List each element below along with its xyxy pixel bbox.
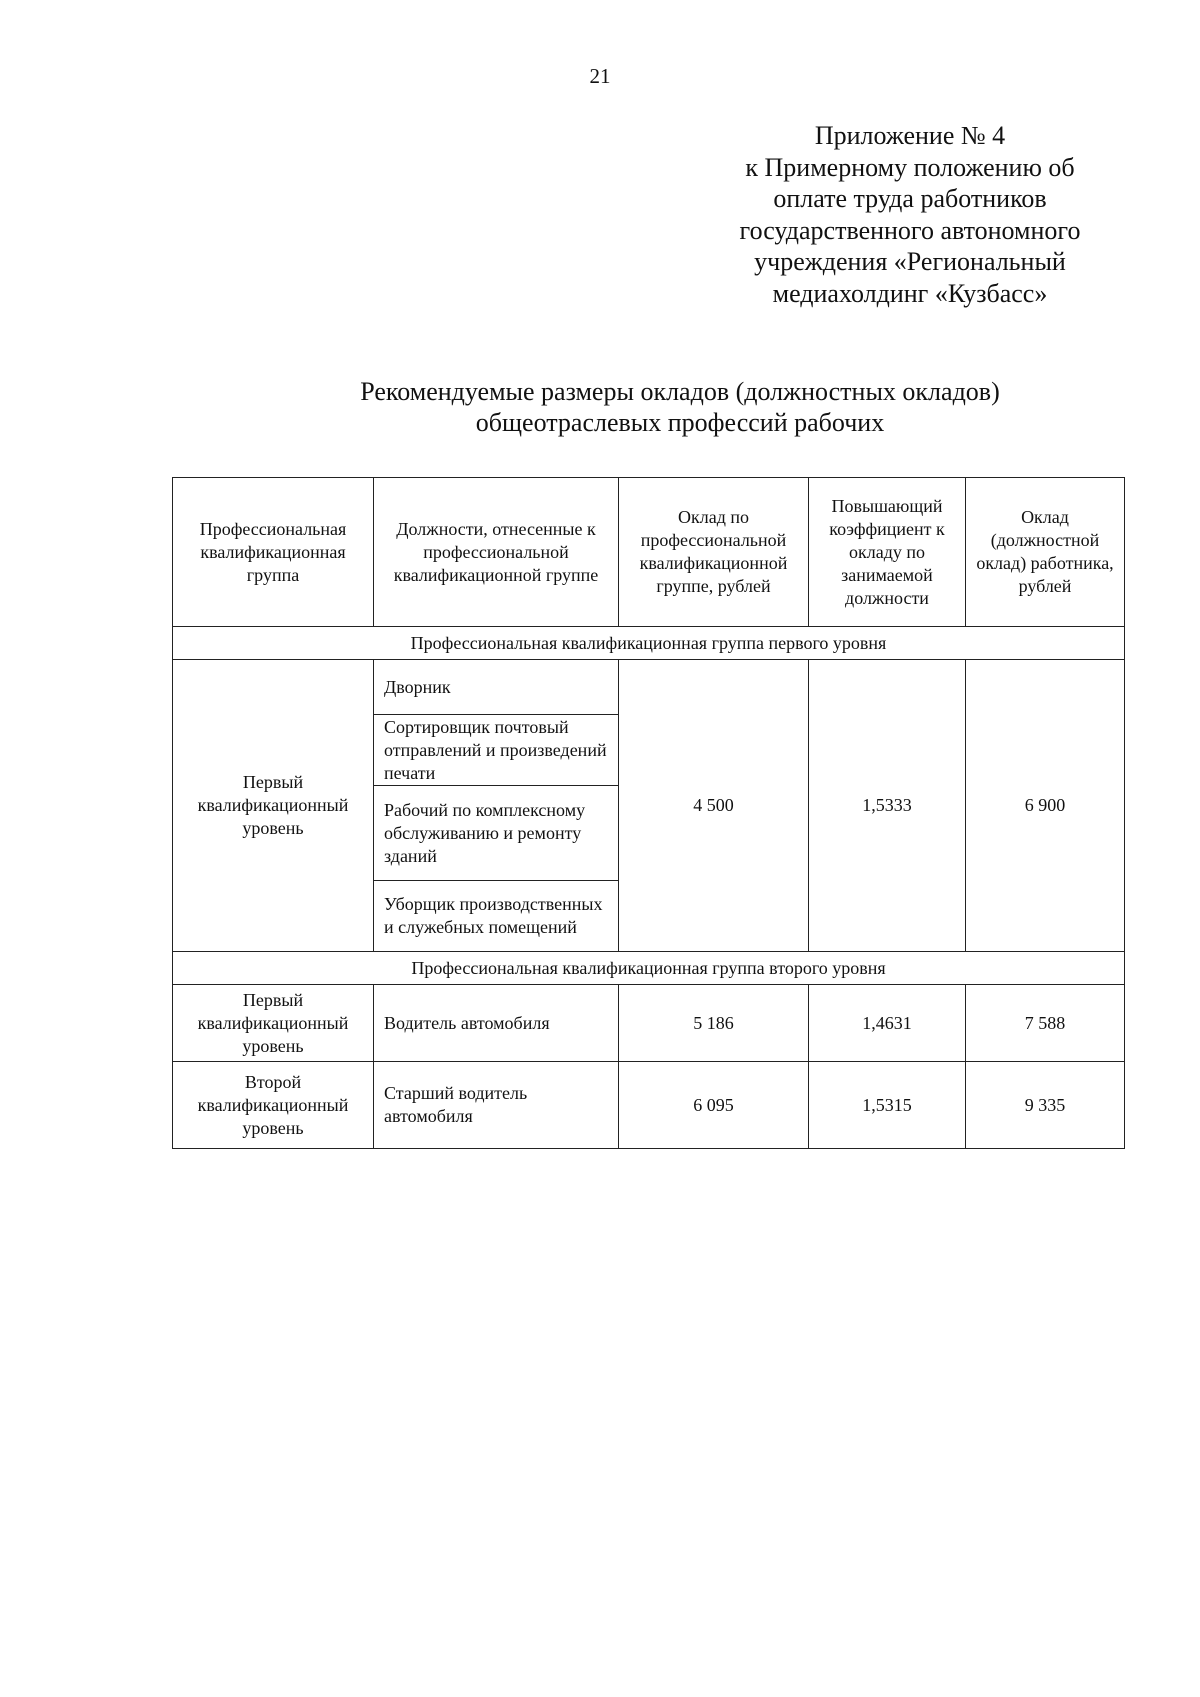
header-cell-salary: Оклад (должностной оклад) работника, рублей <box>966 478 1125 627</box>
document-title-line: общеотраслевых профессий рабочих <box>475 408 885 437</box>
table-row <box>173 660 1125 715</box>
appendix-line: Приложение № 4 <box>814 121 1006 150</box>
group-title: Профессиональная квалификационная группа первого уровня <box>173 627 1125 660</box>
position-cell: Водитель автомобиля <box>374 985 619 1062</box>
appendix-line: государственного автономного <box>739 215 1081 245</box>
document-title-line: Рекомендуемые размеры окладов (должностных окладов) <box>360 377 1000 406</box>
position-cell: Уборщик производственных и служебных помещений <box>374 881 619 952</box>
coefficient-cell: 1,5333 <box>809 660 966 952</box>
group-title: Профессиональная квалификационная группа второго уровня <box>173 952 1125 985</box>
level-cell: Второй квалификационный уровень <box>173 1062 374 1149</box>
position-cell: Сортировщик почтовый отправлений и произведений печати <box>374 715 619 786</box>
page-number: 21 <box>589 64 611 88</box>
appendix-line: оплате труда работников <box>773 184 1047 213</box>
header-cell-coefficient: Повышающий коэффициент к окладу по занимаемой должности <box>809 478 966 627</box>
group-row <box>173 952 1125 985</box>
coefficient-cell: 1,4631 <box>809 985 966 1062</box>
salary-cell: 9 335 <box>966 1062 1125 1149</box>
header-cell-positions: Должности, отнесенные к профессиональной квалификационной группе <box>374 478 619 627</box>
position-cell: Старший водитель автомобиля <box>374 1062 619 1149</box>
appendix-heading <box>670 120 1150 309</box>
document-title <box>150 376 1200 438</box>
appendix-line: учреждения «Региональный <box>754 247 1066 276</box>
coefficient-cell: 1,5315 <box>809 1062 966 1149</box>
position-cell: Рабочий по комплексному обслуживанию и ремонту зданий <box>374 786 619 881</box>
table-row <box>173 985 1125 1062</box>
appendix-line: медиахолдинг «Кузбасс» <box>772 278 1048 308</box>
salary-cell: 7 588 <box>966 985 1125 1062</box>
table-header-row <box>173 478 1125 627</box>
header-cell-base-salary: Оклад по профессиональной квалификационной группе, рублей <box>619 478 809 627</box>
base-salary-cell: 4 500 <box>619 660 809 952</box>
salary-cell: 6 900 <box>966 660 1125 952</box>
header-cell-group: Профессиональная квалификационная группа <box>173 478 374 627</box>
salary-table <box>172 477 1125 1149</box>
base-salary-cell: 6 095 <box>619 1062 809 1149</box>
level-cell: Первый квалификационный уровень <box>173 985 374 1062</box>
level-cell: Первый квалификационный уровень <box>173 660 374 952</box>
position-cell: Дворник <box>374 660 619 715</box>
group-row <box>173 627 1125 660</box>
base-salary-cell: 5 186 <box>619 985 809 1062</box>
table-row <box>173 1062 1125 1149</box>
appendix-line: к Примерному положению об <box>745 152 1075 182</box>
